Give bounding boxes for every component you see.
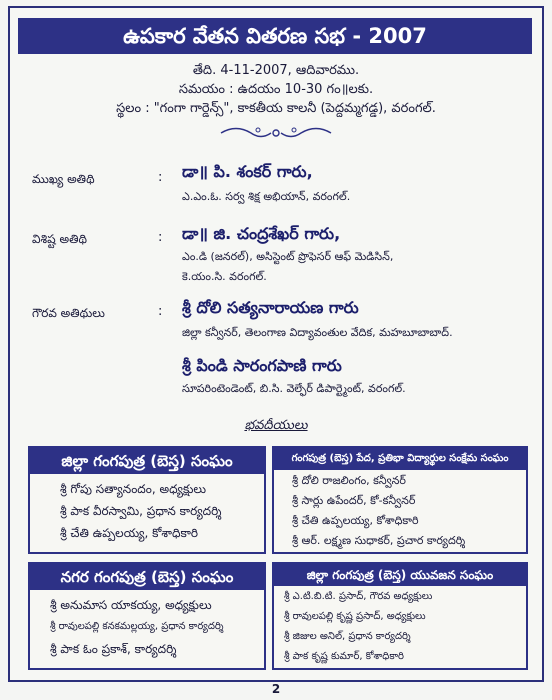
page-title: ఉపకార వేతన వితరణ సభ - 2007 (18, 18, 532, 54)
org-member: శ్రీ సార్లు ఉపేందర్, కో-కన్వీనర్ (292, 494, 416, 507)
guest-label-chief: ముఖ్య అతిథి (32, 172, 95, 186)
org-member: శ్రీ గోపు సత్యానందం, అధ్యక్షులు (60, 482, 207, 496)
guest-name-special: డా॥ జి. చంద్రశేఖర్ గారు, (182, 224, 341, 243)
org-box-district-sangham (28, 446, 266, 554)
org-member: శ్రీ పాక కృష్ణ కుమార్, కోశాధికారి (284, 651, 404, 662)
guest-colon: : (158, 170, 163, 185)
org-member: శ్రీ ఆర్. లక్ష్మణ సుధాకర్, ప్రచార కార్యదర్శి (292, 534, 466, 547)
guest-label-honored: గౌరవ అతిథులు (32, 306, 105, 320)
org-member: శ్రీ దోలి రాజలింగం, కన్వీనర్ (292, 474, 406, 487)
org-member: శ్రీ చేతి ఉప్పలయ్య, కోశాధికారి (60, 526, 198, 540)
org-member: శ్రీ పాక ఓం ప్రకాశ్, కార్యదర్శి (50, 642, 177, 656)
guest-colon: : (158, 230, 163, 245)
org-member: శ్రీ పాక వీరస్వామి, ప్రధాన కార్యదర్శి (60, 504, 222, 518)
date-line: తేది. 4-11-2007, ఆదివారము. (192, 63, 360, 78)
org-member: శ్రీ ఎ.టి.బి.టి. ప్రసాద్, గౌరవ అధ్యక్షులు (284, 591, 433, 602)
org-member: శ్రీ అనుమాస యాకయ్య, అధ్యక్షులు (50, 598, 212, 612)
org-box-heading: జిల్లా గంగపుత్ర (బెస్త) సంఘం (30, 448, 264, 474)
guest-name-honored-1: శ్రీ దోలి సత్యనారాయణ గారు (182, 298, 359, 317)
org-member: శ్రీ జిజుల అనిల్, ప్రధాన కార్యదర్శి (284, 631, 411, 642)
org-box-welfare-sangham (272, 446, 528, 554)
org-box-city-sangham (28, 562, 266, 670)
org-box-heading: జిల్లా గంగపుత్ర (బెస్త) యువజన సంఘం (274, 564, 526, 586)
guest-detail: కె.యం.సి. వరంగల్. (182, 270, 267, 283)
org-box-heading: నగర గంగపుత్ర (బెస్త) సంఘం (30, 564, 264, 590)
ornament-divider (216, 122, 336, 144)
venue-line: స్థలం : "గంగా గార్డెన్స్", కాకతీయ కాలనీ (పెద్దమ్మగడ్డ), వరంగల్. (116, 101, 436, 116)
org-box-heading: గంగపుత్ర (బెస్త) పేద, ప్రతిభా విద్యార్థుల సంక్షేమ సంఘం (274, 448, 526, 470)
bhavadeeyulu-heading: భవదీయులు (244, 418, 308, 433)
guest-label-special: విశిష్ట అతిథి (32, 232, 87, 246)
org-member: శ్రీ రావులపల్లి కనకమల్లయ్య, ప్రధాన కార్యదర్శి (50, 621, 224, 632)
guest-name-chief: డా॥ పి. శంకర్ గారు, (182, 162, 313, 181)
org-box-youth-sangham (272, 562, 528, 670)
guest-detail: ఎం.డి (జనరల్), అసిస్టెంట్ ప్రొఫెసర్ ఆఫ్ మెడిసిన్, (182, 250, 394, 263)
time-line: సమయం : ఉదయం 10-30 గం॥లకు. (178, 82, 374, 97)
guest-name-honored-2: శ్రీ పిండి సారంగపాణి గారు (182, 356, 342, 375)
org-member: శ్రీ చేతి ఉప్పలయ్య, కోశాధికారి (292, 514, 419, 527)
page-number: 2 (271, 682, 281, 696)
guest-detail: సూపరింటెండెంట్, బి.సి. వెల్ఫేర్ డిపార్ట్మెంట్, వరంగల్. (182, 382, 406, 395)
guest-colon: : (158, 304, 163, 319)
guest-detail: జిల్లా కన్వీనర్, తెలంగాణ విద్యావంతుల వేదిక, మహబూబాబాద్. (182, 326, 453, 339)
guest-detail: ఎ.ఎం.ఓ. సర్వ శిక్ష అభియాన్, వరంగల్. (182, 190, 351, 203)
org-member: శ్రీ రావులపల్లి కృష్ణ ప్రసాద్, అధ్యక్షులు (284, 611, 426, 622)
